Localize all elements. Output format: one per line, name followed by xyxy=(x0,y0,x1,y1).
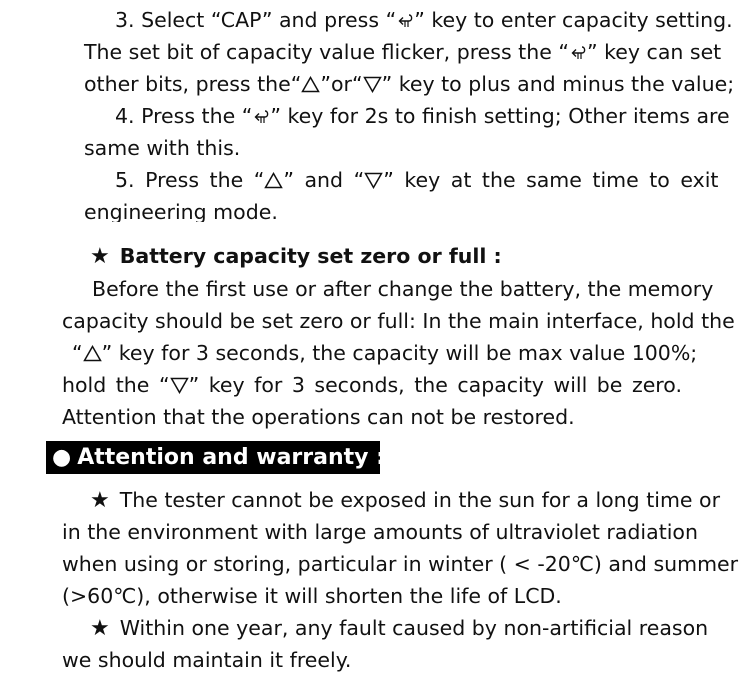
quote-open: “ xyxy=(351,72,363,96)
step5-line2 xyxy=(84,196,278,222)
attention-item1-text-2: in the environment with large amounts of ultraviolet radiation xyxy=(62,520,698,544)
quote-close: ” xyxy=(320,72,331,96)
attention-item2-text-2: we should maintain it freely. xyxy=(62,648,352,672)
step3-text-2: and press xyxy=(278,8,380,32)
quote-open: “ xyxy=(72,341,83,365)
quote-close: ” xyxy=(383,168,394,192)
attention-title: Attention and warranty : xyxy=(77,445,385,470)
battery-title: Battery capacity set zero or full : xyxy=(119,244,502,268)
attention-item1-text-3: when using or storing, particular in winter ( < -20℃) and summer xyxy=(62,552,739,576)
star-icon: ★ xyxy=(90,244,110,269)
battery-line4 xyxy=(62,369,682,401)
attention-item2-line2 xyxy=(62,644,351,676)
step3-line3 xyxy=(84,68,734,100)
up-triangle-icon xyxy=(264,172,283,189)
attention-item2-line1 xyxy=(90,612,708,645)
step4-line2-text: same with this. xyxy=(84,136,241,160)
enter-key-icon xyxy=(396,13,414,29)
step4-text-2: key for 2s to finish setting; Other items are xyxy=(287,104,730,128)
quote-close: ” xyxy=(270,104,281,128)
step5-text-3: key at the same time to exit xyxy=(404,168,719,192)
down-triangle-icon xyxy=(364,172,383,189)
quote-open: “ xyxy=(558,40,569,64)
step5-text-1: 5. Press the xyxy=(115,168,244,192)
step5-line1 xyxy=(115,164,718,196)
step3-line3-text-a: other bits, press the xyxy=(84,72,291,96)
down-triangle-icon xyxy=(363,76,382,93)
up-triangle-icon xyxy=(83,345,102,362)
quote-close: ” xyxy=(188,373,200,397)
attention-item1-text-4: (>60℃), otherwise it will shorten the life of LCD. xyxy=(62,584,562,608)
quote-close: ” xyxy=(414,8,425,32)
enter-key-icon xyxy=(252,109,270,125)
quote-open: “ xyxy=(253,168,265,192)
down-triangle-icon xyxy=(170,377,189,394)
step5-line2-text: engineering mode. xyxy=(84,200,278,222)
attention-item1-line3 xyxy=(62,548,738,580)
attention-item1-line4 xyxy=(62,580,562,612)
quote-open: “ xyxy=(385,8,397,32)
attention-item1-text-1: The tester cannot be exposed in the sun for a long time or xyxy=(119,488,721,512)
battery-line1-text: Before the first use or after change the battery, the memory xyxy=(92,277,714,301)
step3-line2 xyxy=(84,36,721,68)
step3-cap-label: “CAP” xyxy=(210,8,273,32)
attention-heading xyxy=(46,441,385,474)
step4-line2 xyxy=(84,132,240,164)
battery-line5 xyxy=(62,401,575,433)
bullet-icon: ● xyxy=(52,445,72,470)
star-icon: ★ xyxy=(90,616,110,641)
quote-close: ” xyxy=(381,72,393,96)
step3-line3-text-or: or xyxy=(330,72,352,96)
star-icon: ★ xyxy=(90,488,110,513)
battery-line2 xyxy=(62,305,735,337)
battery-line3-text: key for 3 seconds, the capacity will be max value 100%; xyxy=(118,341,698,365)
enter-key-icon xyxy=(569,45,587,61)
attention-item1-line2 xyxy=(62,516,698,548)
attention-item1-line1 xyxy=(90,484,720,517)
battery-line4-text-b: key for 3 seconds, the capacity will be zero. xyxy=(208,373,682,397)
quote-open: “ xyxy=(241,104,253,128)
battery-line3 xyxy=(72,337,697,369)
battery-line1 xyxy=(92,273,713,305)
step3-line1 xyxy=(115,4,733,36)
quote-close: ” xyxy=(586,40,598,64)
quote-open: “ xyxy=(290,72,302,96)
step4-line1 xyxy=(115,100,730,132)
step3-line2-text-b: key can set xyxy=(604,40,722,64)
up-triangle-icon xyxy=(301,76,320,93)
step3-text-3: key to enter capacity setting. xyxy=(431,8,733,32)
quote-open: “ xyxy=(158,373,170,397)
quote-open: “ xyxy=(353,168,365,192)
attention-item2-text-1: Within one year, any fault caused by non-artificial reason xyxy=(119,616,709,640)
step4-text-1: 4. Press the xyxy=(115,104,236,128)
quote-close: ” xyxy=(101,341,113,365)
step5-text-2: and xyxy=(304,168,344,192)
step3-text-1: 3. Select xyxy=(115,8,205,32)
battery-line5-text: Attention that the operations can not be restored. xyxy=(62,405,575,429)
battery-heading xyxy=(90,240,502,273)
step3-line3-text-c: key to plus and minus the value; xyxy=(398,72,735,96)
battery-line4-text-a: hold the xyxy=(62,373,150,397)
quote-close: ” xyxy=(283,168,294,192)
battery-line2-text: capacity should be set zero or full: In the main interface, hold the xyxy=(62,309,735,333)
step3-line2-text-a: The set bit of capacity value flicker, press the xyxy=(84,40,552,64)
